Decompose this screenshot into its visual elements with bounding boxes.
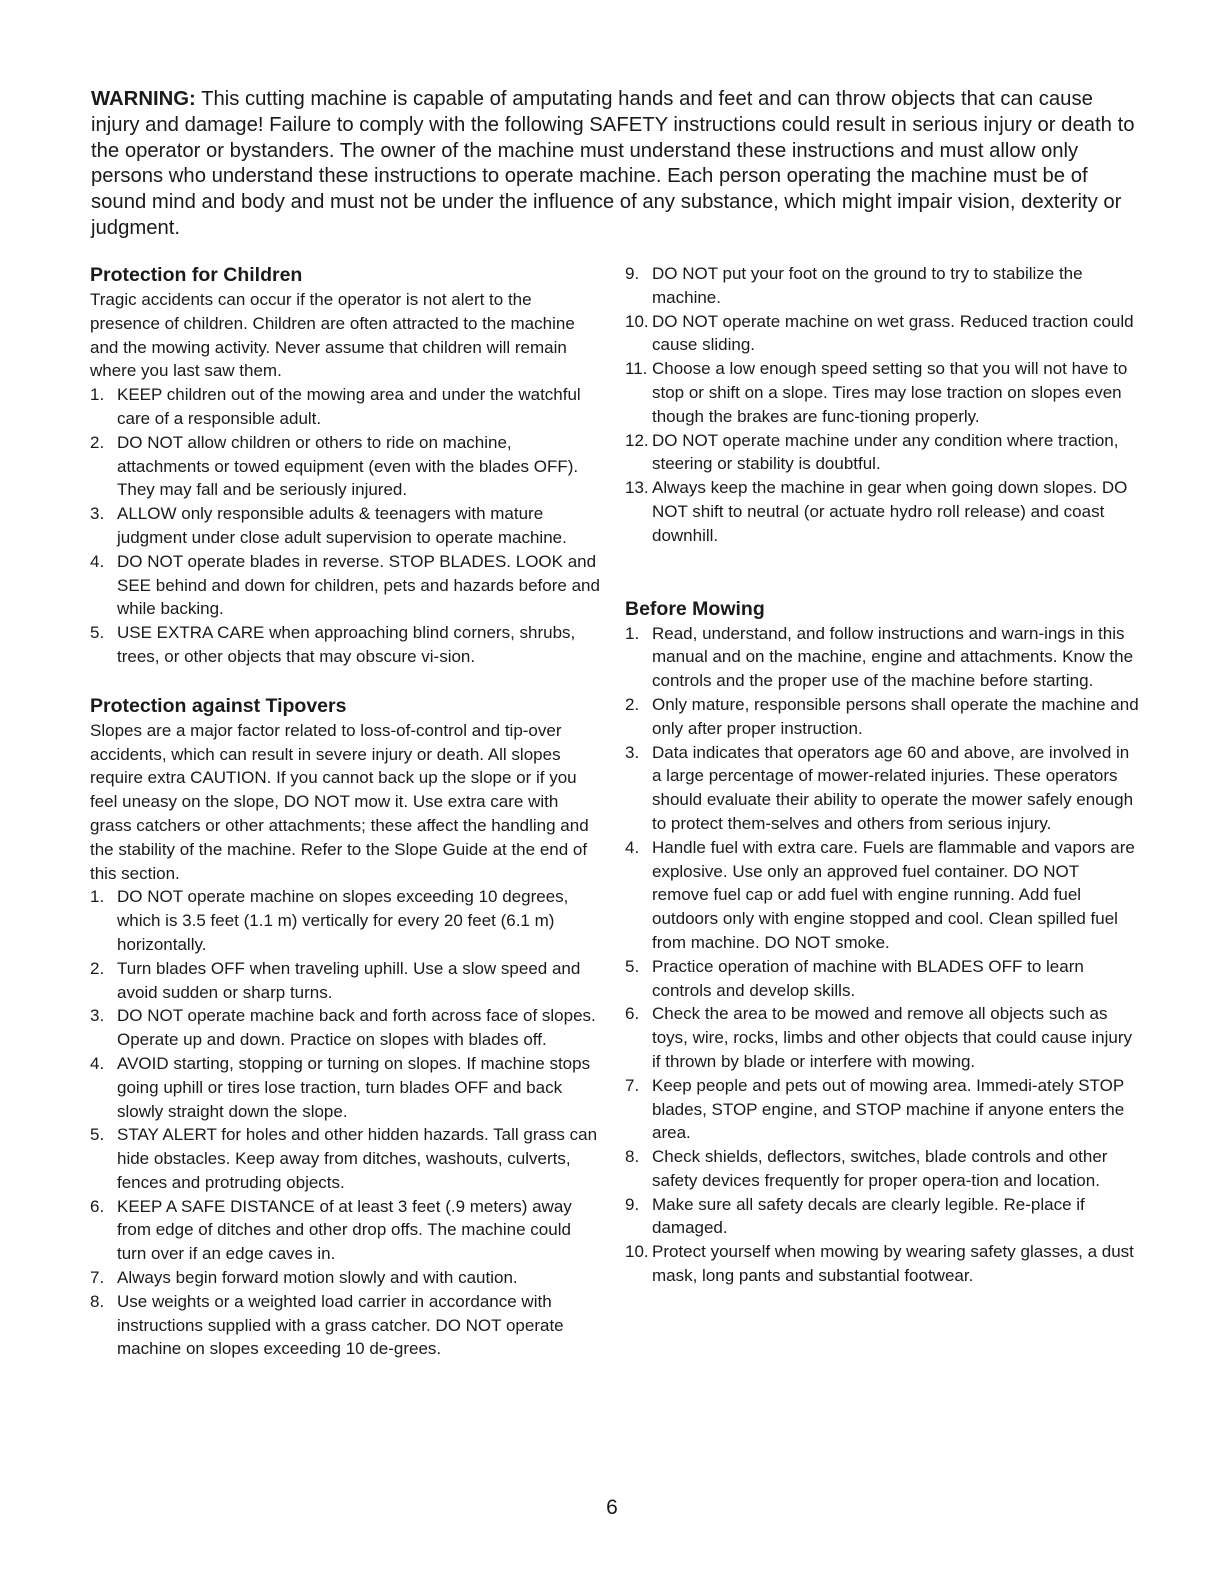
list-item-number: 1. [625,623,640,643]
list-item-number: 1. [90,385,105,405]
list-item [90,383,600,431]
left-column [90,262,600,1361]
list-item-number: 3. [90,504,105,524]
list-item [625,310,1140,358]
list-item-number: 7. [90,1268,105,1288]
list-item-number: 4. [90,551,105,571]
section-title-before-mowing: Before Mowing [625,597,765,620]
list-item-text: Always begin forward motion slowly and with caution. [117,1268,518,1288]
list-item [90,1195,600,1266]
list-item-number: 2. [625,694,640,714]
list-item-text: Keep people and pets out of mowing area. Immedi-ately STOP blades, STOP engine, and STOP machine if anyone enters the area. [652,1075,1125,1143]
list-item-number: 4. [90,1053,105,1073]
tipovers-list [90,885,600,1361]
list-item-number: 7. [625,1075,640,1095]
list-item-text: DO NOT allow children or others to ride on machine, attachments or towed equipment (even with the blades OFF). They may fall and be seriously injured. [117,432,579,500]
list-item-text: Practice operation of machine with BLADES OFF to learn controls and develop skills. [652,956,1084,1000]
list-item-number: 3. [625,742,640,762]
list-item [90,1052,600,1123]
list-item [625,955,1140,1003]
list-item [90,621,600,669]
list-item [625,1145,1140,1193]
list-item [90,502,600,550]
children-list [90,383,600,669]
list-item [625,622,1140,693]
list-item-text: DO NOT operate machine under any condition where traction, steering or stability is doubtful. [652,430,1119,474]
list-item-number: 8. [625,1147,640,1167]
list-item-text: Read, understand, and follow instructions and warn-ings in this manual and on the machine, engine and attachments. Know the controls and the proper use of the machine before starting. [652,623,1134,691]
list-item-text: DO NOT operate machine back and forth across face of slopes. Operate up and down. Practice on slopes with blades off. [117,1006,596,1050]
section-intro-children: Tragic accidents can occur if the operator is not alert to the presence of children. Children are often attracted to the machine and the mowing activity. Never assume that children will remain where you last saw them. [90,290,575,381]
list-item-text: USE EXTRA CARE when approaching blind corners, shrubs, trees, or other objects that may obscure vi-sion. [117,623,576,666]
list-item-text: Turn blades OFF when traveling uphill. Use a slow speed and avoid sudden or sharp turns. [117,958,581,1002]
list-item-text: Only mature, responsible persons shall operate the machine and only after proper instruction. [652,694,1139,738]
list-item [90,1266,600,1290]
list-item [625,1193,1140,1241]
list-item [90,885,600,956]
list-item-number: 2. [90,432,105,452]
list-item-number: 9. [625,264,640,283]
list-item [625,1240,1140,1288]
list-item-text: Handle fuel with extra care. Fuels are flammable and vapors are explosive. Use only an approved fuel container. DO NOT remove fuel cap or add fuel with engine running. Add fuel outdoors only with engine stopped and cool. Clean spilled fuel from machine. DO NOT smoke. [652,837,1135,952]
list-item-number: 5. [90,623,105,643]
section-title-children: Protection for Children [90,264,303,286]
list-item-number: 8. [90,1291,105,1311]
list-item [625,262,1140,310]
list-item-text: STAY ALERT for holes and other hidden hazards. Tall grass can hide obstacles. Keep away from ditches, washouts, culverts, fences and protruding objects. [117,1125,598,1192]
section-spacer [625,548,1140,596]
list-item-number: 10. [625,311,649,331]
list-item-text: AVOID starting, stopping or turning on slopes. If machine stops going uphill or tires lose traction, turn blades OFF and back slowly straight down the slope. [117,1053,591,1121]
list-item [90,431,600,502]
list-item-number: 1. [90,887,105,907]
list-item-text: DO NOT operate machine on slopes exceeding 10 degrees, which is 3.5 feet (1.1 m) vertically for every 20 feet (6.1 m) horizontally. [117,887,569,954]
warning-paragraph [91,87,1141,242]
list-item-number: 3. [90,1006,105,1026]
list-item-text: Always keep the machine in gear when going down slopes. DO NOT shift to neutral (or actuate hydro roll release) and coast downhill. [652,478,1128,545]
tipovers-list-continued [625,262,1140,548]
list-item-text: Check the area to be mowed and remove all objects such as toys, wire, rocks, limbs and other objects that could cause injury if thrown by blade or interfere with mowing. [652,1004,1132,1071]
list-item-text: DO NOT operate machine on wet grass. Reduced traction could cause sliding. [652,311,1134,355]
warning-label: WARNING: [91,88,196,110]
list-item-number: 12. [625,430,649,450]
list-item [625,429,1140,477]
list-item-text: Use weights or a weighted load carrier in accordance with instructions supplied with a grass catcher. DO NOT operate machine on slopes exceeding 10 de-grees. [117,1291,564,1359]
list-item-text: DO NOT operate blades in reverse. STOP BLADES. LOOK and SEE behind and down for children, pets and hazards before and while backing. [117,551,600,619]
list-item [90,1290,600,1361]
list-item-number: 6. [90,1196,105,1216]
list-item-text: Data indicates that operators age 60 and above, are involved in a large percentage of mower-related injuries. These operators should evaluate their ability to operate the mower safely enough to protect them-selves and others from serious injury. [652,742,1134,833]
list-item [625,476,1140,547]
list-item-text: Make sure all safety decals are clearly legible. Re-place if damaged. [652,1194,1085,1238]
list-item [625,741,1140,836]
page-number: 6 [606,1496,618,1519]
list-item-number: 5. [90,1125,105,1145]
list-item-number: 10. [625,1242,649,1262]
section-spacer [90,669,600,693]
list-item-number: 5. [625,956,640,976]
list-item [625,357,1140,428]
list-item-number: 9. [625,1194,640,1214]
list-item [625,836,1140,955]
list-item-text: Protect yourself when mowing by wearing safety glasses, a dust mask, long pants and substantial footwear. [652,1242,1134,1286]
list-item [625,1074,1140,1145]
section-title-tipovers: Protection against Tipovers [90,694,347,717]
before-mowing-list [625,622,1140,1288]
list-item-number: 2. [90,958,105,978]
list-item-number: 4. [625,837,640,857]
list-item [90,957,600,1005]
list-item-text: DO NOT put your foot on the ground to try to stabilize the machine. [652,264,1083,307]
list-item-number: 6. [625,1004,640,1024]
section-intro-tipovers: Slopes are a major factor related to loss-of-control and tip-over accidents, which can result in severe injury or death. All slopes require extra CAUTION. If you cannot back up the slope or if you feel uneasy on the slope, DO NOT mow it. Use extra care with grass catchers or other attachments; these affect the handling and the stability of the machine. Refer to the Slope Guide at the end of this section. [90,720,589,883]
list-item-text: Check shields, deflectors, switches, blade controls and other safety devices frequently for proper opera-tion and location. [652,1147,1108,1190]
list-item [90,1123,600,1194]
list-item [625,1002,1140,1073]
list-item-text: KEEP children out of the mowing area and under the watchful care of a responsible adult. [117,385,581,428]
list-item-number: 13. [625,478,649,498]
list-item-text: KEEP A SAFE DISTANCE of at least 3 feet (.9 meters) away from edge of ditches and other drop offs. The machine could turn over if an edge caves in. [117,1196,572,1264]
list-item [90,1004,600,1052]
warning-text: This cutting machine is capable of amputating hands and feet and can throw objects that can cause injury and damage! Failure to comply with the following SAFETY instructions could result in serious injury or death to the operator or bystanders. The owner of the machine must understand these instructions and must allow only persons who understand these instructions to operate machine. Each person operating the machine must be of sound mind and body and must not be under the influence of any substance, which might impair vision, dexterity or judgment. [91,88,1135,239]
list-item-text: Choose a low enough speed setting so that you will not have to stop or shift on a slope. Tires may lose traction on slopes even though the brakes are func-tioning properly. [652,359,1128,426]
right-column [625,262,1140,1288]
list-item [90,550,600,621]
list-item-text: ALLOW only responsible adults & teenagers with mature judgment under close adult supervision to operate machine. [117,504,567,547]
list-item-number: 11. [625,359,648,379]
list-item [625,693,1140,741]
